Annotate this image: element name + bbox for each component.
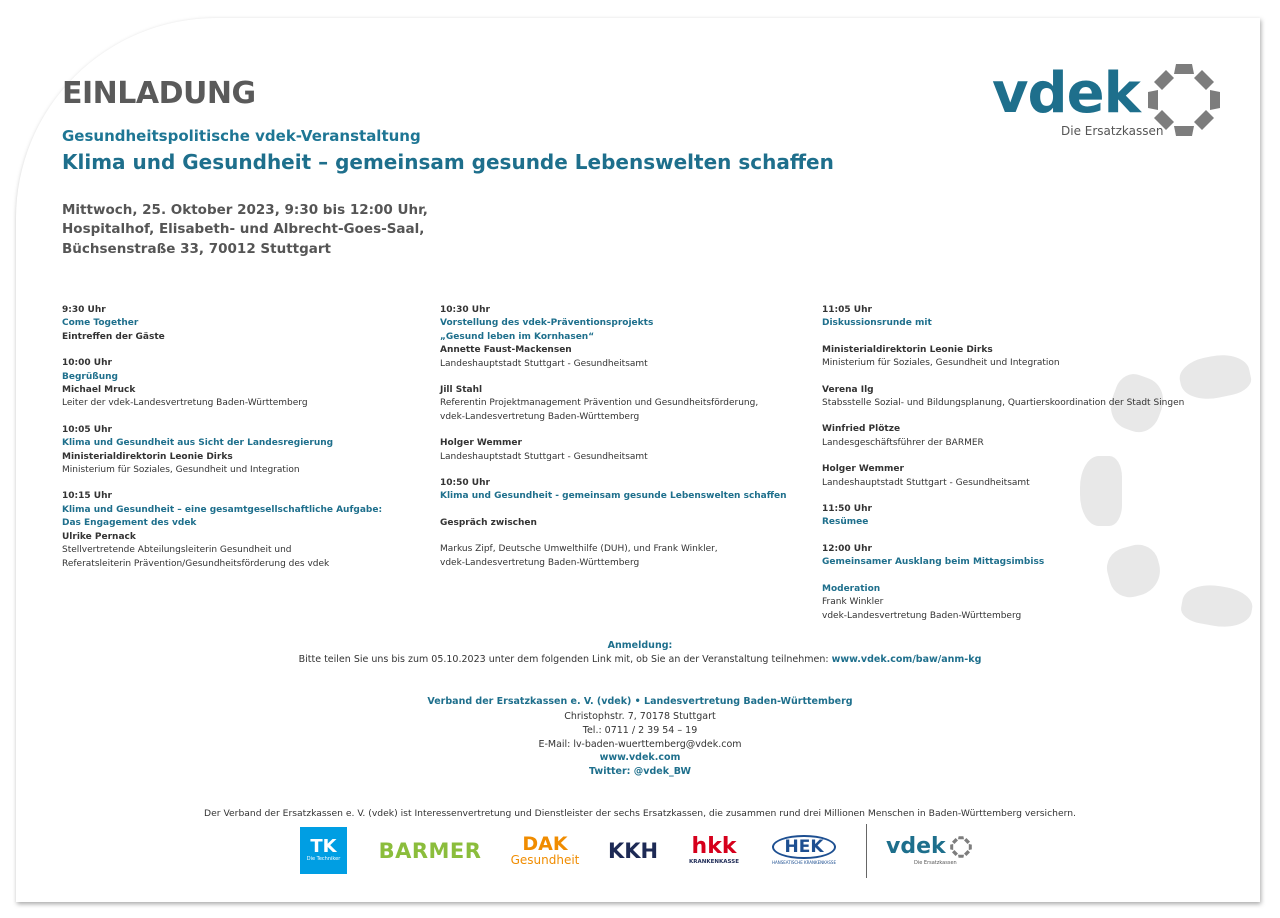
tk-tagline: Die Techniker <box>306 856 341 862</box>
agenda-topic: Klima und Gesundheit - gemeinsam gesunde Lebenswelten schaffen <box>440 491 787 502</box>
agenda-item <box>822 503 1184 530</box>
agenda-topic: Come Together <box>62 318 139 329</box>
event-date: Mittwoch, 25. Oktober 2023, 9:30 bis 12:00 Uhr, <box>62 202 428 218</box>
agenda-item <box>62 490 382 570</box>
agenda-item <box>440 477 787 504</box>
agenda-topic: Moderation <box>822 583 881 594</box>
contact-web[interactable]: www.vdek.com <box>599 752 681 763</box>
agenda-time: 11:50 Uhr <box>822 504 872 515</box>
event-title: Klima und Gesundheit – gemeinsam gesunde Lebenswelten schaffen <box>62 150 834 174</box>
agenda-text: Gespräch zwischen <box>440 517 537 528</box>
contact-email[interactable]: E-Mail: lv-baden-wuerttemberg@vdek.com <box>538 739 742 750</box>
event-subtitle: Gesundheitspolitische vdek-Veranstaltung <box>62 127 421 145</box>
contact-twitter-line <box>0 766 1280 777</box>
agenda-item <box>62 424 382 478</box>
agenda-item <box>822 463 1184 490</box>
speaker-name: Michael Mruck <box>62 385 136 396</box>
registration-line <box>0 654 1280 665</box>
hkk-wordmark: hkk <box>691 834 737 859</box>
agenda-topic: Resümee <box>822 517 869 528</box>
speaker-name: Winfried Plötze <box>822 424 901 435</box>
speaker-org: Markus Zipf, Deutsche Umwelthilfe (DUH), und Frank Winkler, <box>440 544 718 555</box>
speaker-name: Frank Winkler <box>822 597 884 608</box>
agenda-time: 10:50 Uhr <box>440 478 490 489</box>
registration-label <box>0 640 1280 651</box>
agenda-time: 9:30 Uhr <box>62 305 106 315</box>
registration-text: Bitte teilen Sie uns bis zum 05.10.2023 unter dem folgenden Link mit, ob Sie an der Veranstaltung teilnehmen: <box>298 654 832 665</box>
speaker-org: Referatsleiterin Prävention/Gesundheitsförderung des vdek <box>62 558 330 569</box>
speaker-org: Ministerium für Soziales, Gesundheit und Integration <box>822 358 1060 369</box>
vdek-wordmark: vdek <box>992 61 1140 126</box>
agenda-item <box>822 543 1184 570</box>
dak-wordmark: DAK <box>522 833 568 855</box>
vdek-small-row <box>886 835 973 859</box>
agenda-time: 10:30 Uhr <box>440 305 490 315</box>
hkk-tagline: KRANKENKASSE <box>689 859 739 865</box>
contact-org: Verband der Ersatzkassen e. V. (vdek) • Landesvertretung Baden-Württemberg <box>427 696 853 707</box>
agenda-time: 10:05 Uhr <box>62 424 112 435</box>
contact-web-line <box>0 752 1280 763</box>
contact-street: Christophstr. 7, 70178 Stuttgart <box>564 711 716 722</box>
hek-tagline: HANSEATISCHE KRANKENKASSE <box>772 860 836 865</box>
agenda-item <box>822 304 1184 331</box>
agenda-topic: Das Engagement des vdek <box>62 518 197 529</box>
agenda-topic: Diskussionsrunde mit <box>822 318 932 329</box>
agenda-topic: Vorstellung des vdek-Präventionsprojekts <box>440 318 654 329</box>
speaker-org: Landesgeschäftsführer der BARMER <box>822 437 984 448</box>
agenda-item <box>822 583 1184 623</box>
agenda-item <box>440 543 787 570</box>
barmer-logo <box>372 826 488 876</box>
vdek-small-tagline: Die Ersatzkassen <box>914 860 957 866</box>
logo-divider <box>866 824 867 878</box>
speaker-org: Leiter der vdek-Landesvertretung Baden-Württemberg <box>62 398 308 409</box>
agenda-item <box>440 517 787 530</box>
speaker-org: Ministerium für Soziales, Gesundheit und Integration <box>62 465 300 476</box>
hkk-logo <box>684 826 744 876</box>
agenda-column-1 <box>62 304 382 584</box>
agenda-item <box>440 304 787 371</box>
tk-wordmark: TK <box>310 836 337 857</box>
hek-wordmark: HEK <box>772 835 835 859</box>
tk-logo <box>300 827 347 874</box>
event-address: Büchsenstraße 33, 70012 Stuttgart <box>62 241 331 257</box>
registration-heading: Anmeldung: <box>607 640 673 651</box>
vdek-tagline: Die Ersatzkassen <box>1061 124 1164 138</box>
agenda-topic: Gemeinsamer Ausklang beim Mittagsimbiss <box>822 557 1045 568</box>
agenda-item <box>822 384 1184 411</box>
agenda-text: Eintreffen der Gäste <box>62 331 165 342</box>
agenda-time: 10:00 Uhr <box>62 358 112 369</box>
agenda-topic: Klima und Gesundheit aus Sicht der Landesregierung <box>62 438 334 449</box>
hek-logo <box>762 826 846 876</box>
speaker-name: Ministerialdirektorin Leonie Dirks <box>822 344 993 355</box>
agenda-item <box>822 344 1184 371</box>
dak-tagline: Gesundheit <box>510 853 580 867</box>
agenda-column-3 <box>822 304 1184 636</box>
agenda-topic: „Gesund leben im Kornhasen“ <box>440 331 595 342</box>
agenda-item <box>440 384 787 424</box>
vdek-small-ring-icon <box>949 835 973 859</box>
agenda-topic: Begrüßung <box>62 371 118 382</box>
agenda-item <box>62 357 382 411</box>
speaker-org: vdek-Landesvertretung Baden-Württemberg <box>822 610 1022 621</box>
agenda-time: 12:00 Uhr <box>822 543 872 554</box>
kkh-wordmark: KKH <box>607 839 659 863</box>
agenda-topic: Klima und Gesundheit – eine gesamtgesellschaftliche Aufgabe: <box>62 504 383 515</box>
speaker-name: Ministerialdirektorin Leonie Dirks <box>62 451 233 462</box>
event-venue: Hospitalhof, Elisabeth- und Albrecht-Goes-Saal, <box>62 221 425 237</box>
contact-org-line <box>0 696 1280 707</box>
speaker-org: Referentin Projektmanagement Prävention und Gesundheitsförderung, <box>440 398 759 409</box>
speaker-name: Annette Faust-Mackensen <box>440 345 572 356</box>
speaker-org: vdek-Landesvertretung Baden-Württemberg <box>440 557 640 568</box>
agenda-time: 11:05 Uhr <box>822 305 872 315</box>
registration-link[interactable]: www.vdek.com/baw/anm-kg <box>831 654 982 665</box>
speaker-name: Holger Wemmer <box>822 464 904 475</box>
speaker-org: Stabsstelle Sozial- und Bildungsplanung, Quartierskoordination der Stadt Singen <box>822 398 1185 409</box>
agenda-item <box>62 304 382 344</box>
footer-note: Der Verband der Ersatzkassen e. V. (vdek) ist Interessenvertretung und Dienstleister der sechs Ersatzkassen, die zusammen rund drei Millionen Menschen in Baden-Württemberg versichern. <box>204 808 1076 819</box>
speaker-name: Verena Ilg <box>822 384 874 395</box>
invitation-heading: EINLADUNG <box>62 76 256 111</box>
vdek-logo <box>992 60 1232 144</box>
speaker-org: vdek-Landesvertretung Baden-Württemberg <box>440 411 640 422</box>
agenda-item <box>822 423 1184 450</box>
speaker-org: Landeshauptstadt Stuttgart - Gesundheitsamt <box>440 358 648 369</box>
agenda-item <box>440 437 787 464</box>
speaker-name: Jill Stahl <box>440 385 483 396</box>
partner-logos <box>300 826 1000 876</box>
vdek-small-wordmark: vdek <box>886 834 946 859</box>
contact-twitter[interactable]: Twitter: @vdek_BW <box>589 766 691 777</box>
speaker-name: Ulrike Pernack <box>62 531 136 542</box>
speaker-org: Stellvertretende Abteilungsleiterin Gesundheit und <box>62 545 292 556</box>
speaker-org: Landeshauptstadt Stuttgart - Gesundheitsamt <box>440 451 648 462</box>
speaker-org: Landeshauptstadt Stuttgart - Gesundheitsamt <box>822 477 1030 488</box>
agenda-time: 10:15 Uhr <box>62 491 112 502</box>
barmer-wordmark: BARMER <box>378 839 482 863</box>
contact-phone: Tel.: 0711 / 2 39 54 – 19 <box>582 725 698 736</box>
dak-logo <box>510 826 580 876</box>
kkh-logo <box>600 826 666 876</box>
agenda-column-2 <box>440 304 787 583</box>
speaker-name: Holger Wemmer <box>440 438 522 449</box>
vdek-small-logo <box>886 826 986 876</box>
